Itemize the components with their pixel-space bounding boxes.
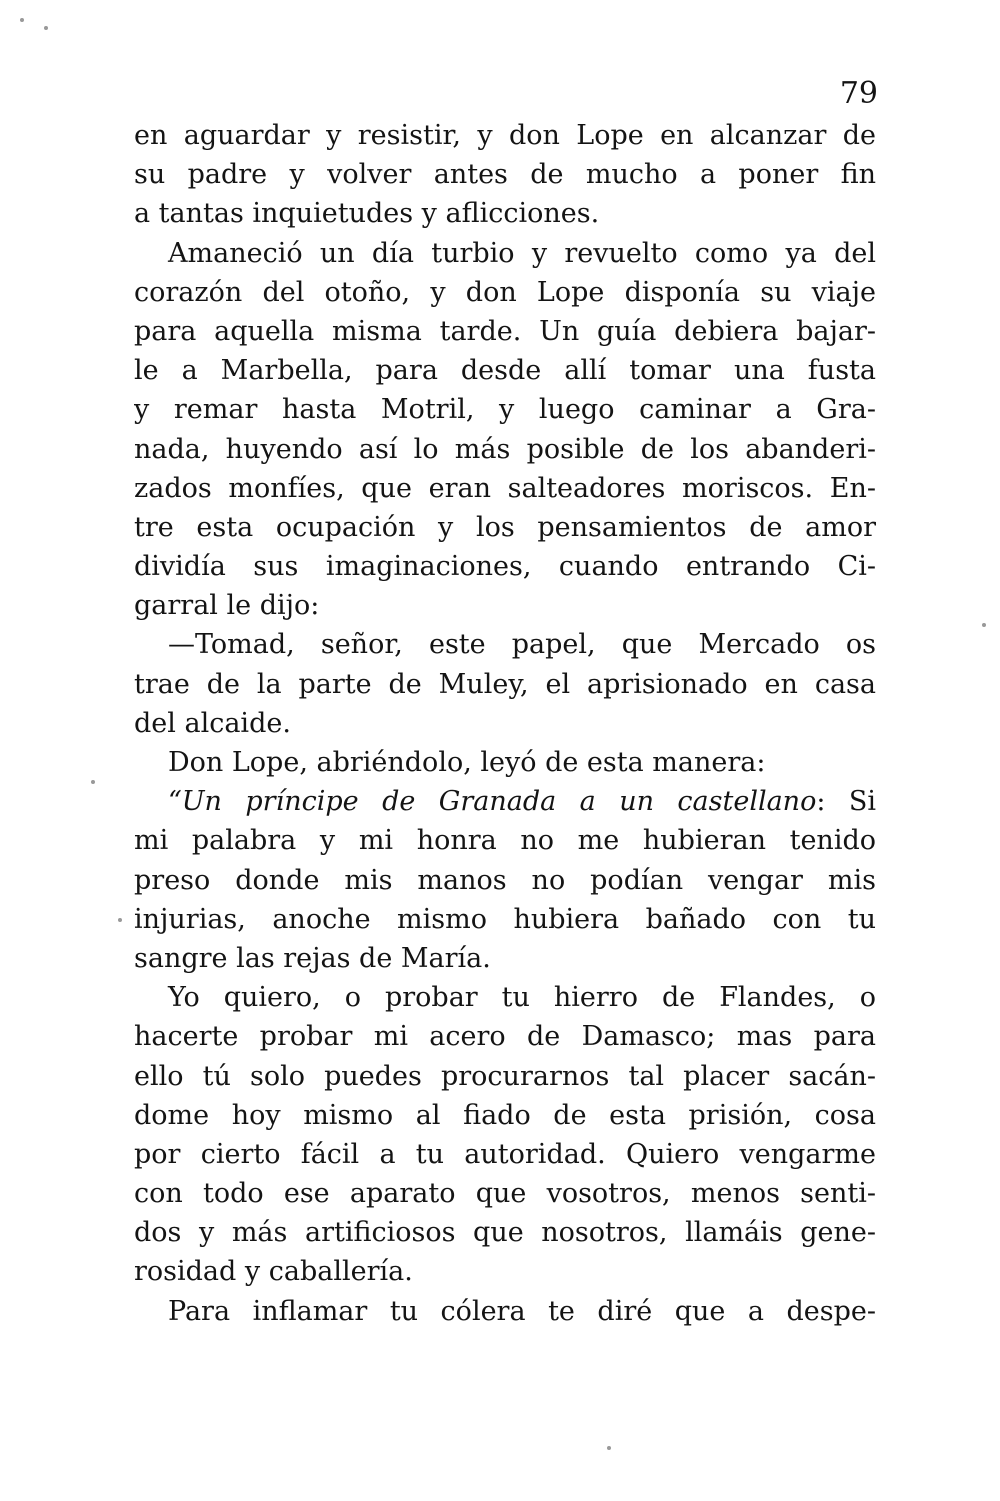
text-line: rosidad y caballería.: [134, 1256, 413, 1288]
text-line: corazón del otoño, y don Lope disponía su viaje: [134, 276, 876, 308]
text-line: Para inflamar tu cólera te diré que a despe-: [168, 1295, 876, 1327]
text-line: —Tomad, señor, este papel, que Mercado os: [168, 629, 876, 661]
text-line: en aguardar y resistir, y don Lope en alcanzar de: [134, 120, 876, 151]
text-line: nada, huyendo así lo más posible de los abanderi-: [134, 433, 876, 465]
speck-mark: [44, 26, 48, 30]
text-line: por cierto fácil a tu autoridad. Quiero vengarme: [134, 1138, 876, 1170]
text-line: Don Lope, abriéndolo, leyó de esta manera:: [168, 747, 766, 778]
text-line: garral le dijo:: [134, 590, 320, 622]
text-line: y remar hasta Motril, y luego caminar a Gra-: [134, 394, 876, 426]
text-line: injurias, anoche mismo hubiera bañado con tu: [134, 903, 876, 935]
speck-mark: [20, 18, 24, 22]
text-line: zados monfíes, que eran salteadores moriscos. En-: [134, 472, 876, 504]
text-line: Yo quiero, o probar tu hierro de Flandes, o: [168, 982, 876, 1014]
text-line: dividía sus imaginaciones, cuando entrando Ci-: [134, 551, 876, 583]
page-number: 79: [839, 76, 878, 111]
body-text: [134, 116, 876, 1331]
text-line: a tantas inquietudes y aflicciones.: [134, 198, 600, 230]
text-line: trae de la parte de Muley, el aprisionado en casa: [134, 668, 876, 700]
speck-mark: [91, 780, 95, 784]
text-line: mi palabra y mi honra no me hubieran tenido: [134, 825, 876, 857]
speck-mark: [118, 918, 122, 922]
speck-mark: [607, 1446, 611, 1450]
text-line: del alcaide.: [134, 707, 291, 739]
text-line: preso donde mis manos no podían vengar mis: [134, 864, 876, 896]
text-line: dos y más artificiosos que nosotros, llamáis gene-: [134, 1217, 876, 1249]
text-line: Amaneció un día turbio y revuelto como ya del: [168, 237, 876, 269]
speck-mark: [982, 623, 986, 627]
text-line: tre esta ocupación y los pensamientos de amor: [134, 511, 876, 543]
text-line: su padre y volver antes de mucho a poner fin: [134, 159, 876, 191]
text-fragment: : Si: [816, 786, 876, 818]
text-line: para aquella misma tarde. Un guía debiera bajar-: [134, 315, 876, 347]
text-line: sangre las rejas de María.: [134, 942, 491, 974]
text-line: ello tú solo puedes procurarnos tal placer sacán-: [134, 1060, 876, 1092]
text-line: con todo ese aparato que vosotros, menos senti-: [134, 1178, 876, 1210]
text-line: hacerte probar mi acero de Damasco; mas para: [134, 1021, 876, 1053]
letter-salutation: “Un príncipe de Granada a un castellano: [168, 786, 817, 818]
text-line: [134, 782, 876, 821]
text-line: le a Marbella, para desde allí tomar una fusta: [134, 355, 876, 387]
text-line: dome hoy mismo al fiado de esta prisión, cosa: [134, 1099, 876, 1131]
